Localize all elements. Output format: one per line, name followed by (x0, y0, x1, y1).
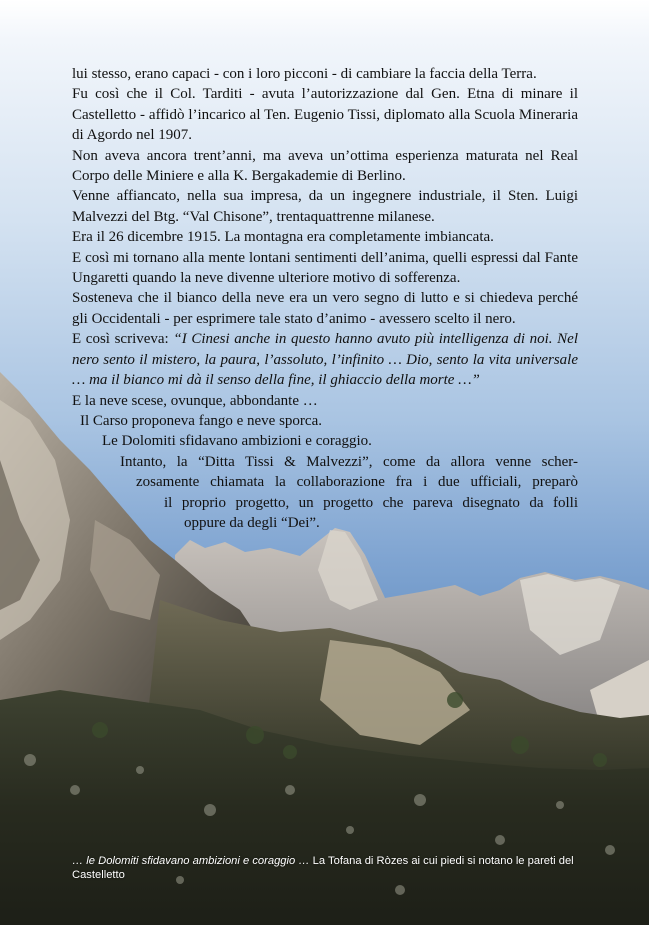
stair-line: zosamente chiamata la collaborazione fra i due ufficiali, preparò (136, 474, 578, 491)
paragraph: Fu così che il Col. Tarditi - avuta l’autorizzazione dal Gen. Etna di minare il Castelletto - affidò l’incarico al Ten. Eugenio Tissi, diplomato alla Scuola Mineraria di Agordo nel 1907. (72, 86, 578, 144)
photo-caption (72, 854, 592, 882)
paragraph: Sosteneva che il bianco della neve era un vero segno di lutto e si chiedeva perché gli Occidentali - per esprimere tale stato d’animo - avessero scelto il nero. (72, 290, 578, 327)
paragraph: E così mi tornano alla mente lontani sentimenti dell’anima, quelli espressi dal Fante Ungaretti quando la neve divenne ulteriore motivo di sofferenza. (72, 249, 578, 287)
ungaretti-quote: “I Cinesi anche in questo hanno avuto più intelligenza di noi. Nel nero sento il mistero, la paura, l’assoluto, l’infinito … Dio, sento la vita universale … ma il bianco mi dà il senso della fine, il ghiaccio della morte …” (72, 331, 578, 389)
paragraph: Era il 26 dicembre 1915. La montagna era completamente imbiancata. (72, 229, 494, 246)
caption-text: La Tofana di Ròzes ai cui piedi si notano le pareti del Castelletto (72, 855, 574, 881)
quote-intro: E così scriveva: (72, 331, 174, 348)
stair-line: Il Carso proponeva fango e neve sporca. (80, 412, 322, 429)
paragraph: Non aveva ancora trent’anni, ma aveva un’ottima esperienza maturata nel Real Corpo delle Miniere e alla K. Bergakademie di Berlino. (72, 147, 578, 185)
body-text (72, 64, 578, 533)
stair-line: oppure da degli “Dei”. (184, 514, 320, 531)
caption-italic: … le Dolomiti sfidavano ambizioni e coraggio … (72, 855, 310, 867)
stair-line: Le Dolomiti sfidavano ambizioni e coraggio. (102, 433, 372, 450)
paragraph: lui stesso, erano capaci - con i loro picconi - di cambiare la faccia della Terra. (72, 66, 537, 82)
paragraph: Venne affiancato, nella sua impresa, da un ingegnere industriale, il Sten. Luigi Malvezzi del Btg. “Val Chisone”, trentaquattrenne milanese. (72, 188, 578, 225)
stair-line: Intanto, la “Ditta Tissi & Malvezzi”, come da allora venne scher- (120, 453, 578, 470)
stair-line: E la neve scese, ovunque, abbondante … (72, 392, 318, 409)
stair-line: il proprio progetto, un progetto che pareva disegnato da folli (164, 494, 578, 511)
quote-paragraph (72, 329, 578, 390)
